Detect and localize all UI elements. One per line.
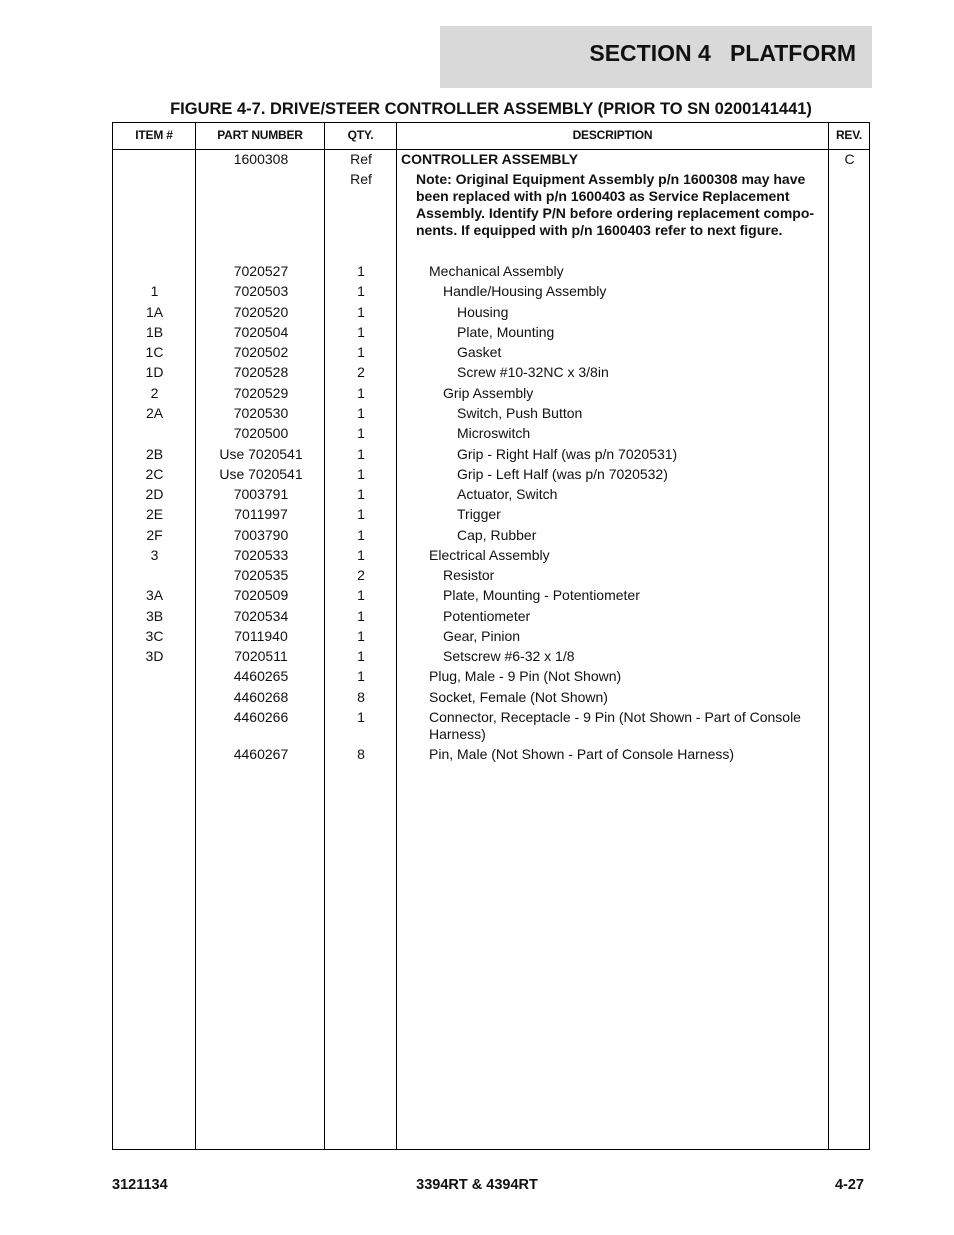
description: Gear, Pinion bbox=[443, 628, 521, 644]
part-number: 7020528 bbox=[233, 364, 289, 380]
description: Grip - Right Half (was p/n 7020531) bbox=[457, 446, 678, 462]
description: Housing bbox=[457, 304, 509, 320]
quantity: 8 bbox=[357, 689, 365, 705]
part-number: 4460268 bbox=[233, 689, 289, 705]
part-number: 7020529 bbox=[233, 385, 289, 401]
item-number: 1C bbox=[145, 344, 164, 360]
description: Trigger bbox=[457, 506, 501, 522]
description: Setscrew #6-32 x 1/8 bbox=[443, 648, 575, 664]
item-number: 1A bbox=[145, 304, 164, 320]
header-part-number: PART NUMBER bbox=[217, 128, 303, 142]
item-number: 2A bbox=[145, 405, 164, 421]
item-number: 1 bbox=[150, 283, 159, 299]
part-number: 7020530 bbox=[233, 405, 289, 421]
item-number: 2D bbox=[145, 486, 164, 502]
description: Switch, Push Button bbox=[457, 405, 583, 421]
part-number: 7020511 bbox=[234, 648, 288, 664]
quantity: 1 bbox=[357, 405, 365, 421]
part-number: 4460265 bbox=[233, 668, 289, 684]
quantity: 1 bbox=[357, 668, 365, 684]
item-number: 2F bbox=[146, 527, 163, 543]
description: Actuator, Switch bbox=[457, 486, 558, 502]
part-number: 4460267 bbox=[233, 746, 289, 762]
item-number: 3 bbox=[150, 547, 159, 563]
part-number: 7020504 bbox=[233, 324, 289, 340]
quantity: 1 bbox=[357, 263, 365, 279]
quantity: Ref bbox=[350, 171, 372, 187]
item-number: 2C bbox=[145, 466, 164, 482]
part-number: 7020527 bbox=[233, 263, 289, 279]
part-number: 7011940 bbox=[234, 628, 288, 644]
quantity: Ref bbox=[350, 151, 372, 167]
page-number: 4-27 bbox=[834, 1177, 864, 1193]
description: Handle/Housing Assembly bbox=[443, 283, 607, 299]
section-banner bbox=[440, 26, 872, 88]
doc-number: 3121134 bbox=[112, 1177, 168, 1193]
column-divider bbox=[396, 123, 397, 1149]
description: Note: Original Equipment Assembly p/n 1600308 may have been replaced with p/n 1600403 as Service Replacement Assembly. Identify P/N before ordering replacement compo-nents. If equipped with p/n 1600403 refer to next figure. bbox=[416, 171, 815, 238]
header-item: ITEM # bbox=[135, 128, 173, 142]
quantity: 1 bbox=[357, 486, 365, 502]
quantity: 1 bbox=[357, 425, 365, 441]
part-number: 1600308 bbox=[233, 151, 289, 167]
description: CONTROLLER ASSEMBLY bbox=[401, 151, 579, 167]
quantity: 1 bbox=[357, 304, 365, 320]
part-number: 7020534 bbox=[233, 608, 289, 624]
quantity: 1 bbox=[357, 709, 365, 725]
quantity: 1 bbox=[357, 283, 365, 299]
part-number: 7020535 bbox=[233, 567, 289, 583]
item-number: 1B bbox=[145, 324, 164, 340]
part-number: 4460266 bbox=[233, 709, 289, 725]
description: Plate, Mounting - Potentiometer bbox=[443, 587, 640, 603]
description: Potentiometer bbox=[443, 608, 531, 624]
quantity: 1 bbox=[357, 587, 365, 603]
quantity: 2 bbox=[357, 567, 365, 583]
description: Plug, Male - 9 Pin (Not Shown) bbox=[429, 668, 622, 684]
header-divider bbox=[113, 149, 869, 150]
item-number: 3C bbox=[145, 628, 164, 644]
item-number: 1D bbox=[145, 364, 164, 380]
item-number: 2 bbox=[150, 385, 159, 401]
description: Screw #10-32NC x 3/8in bbox=[457, 364, 609, 380]
description: Resistor bbox=[443, 567, 495, 583]
quantity: 1 bbox=[357, 506, 365, 522]
description: Mechanical Assembly bbox=[429, 263, 564, 279]
quantity: 1 bbox=[357, 628, 365, 644]
part-number: 7020503 bbox=[233, 283, 289, 299]
item-number: 3D bbox=[145, 648, 164, 664]
quantity: 1 bbox=[357, 324, 365, 340]
parts-table bbox=[112, 122, 870, 1150]
part-number: Use 7020541 bbox=[219, 446, 303, 462]
part-number: 7020500 bbox=[233, 425, 289, 441]
description: Electrical Assembly bbox=[429, 547, 550, 563]
quantity: 1 bbox=[357, 648, 365, 664]
part-number: 7011997 bbox=[234, 506, 288, 522]
quantity: 8 bbox=[357, 746, 365, 762]
header-rev: REV. bbox=[835, 128, 863, 142]
part-number: 7020509 bbox=[233, 587, 289, 603]
quantity: 2 bbox=[357, 364, 365, 380]
figure-title: FIGURE 4-7. DRIVE/STEER CONTROLLER ASSEMBLY (PRIOR TO SN 0200141441) bbox=[170, 100, 812, 118]
section-title: SECTION 4 PLATFORM bbox=[589, 40, 856, 66]
description: Grip Assembly bbox=[443, 385, 534, 401]
description: Gasket bbox=[457, 344, 502, 360]
quantity: 1 bbox=[357, 466, 365, 482]
quantity: 1 bbox=[357, 527, 365, 543]
header-qty: QTY. bbox=[347, 128, 374, 142]
description: Grip - Left Half (was p/n 7020532) bbox=[457, 466, 668, 482]
quantity: 1 bbox=[357, 608, 365, 624]
description: Socket, Female (Not Shown) bbox=[429, 689, 608, 705]
model-numbers: 3394RT & 4394RT bbox=[416, 1177, 538, 1193]
description: Connector, Receptacle - 9 Pin (Not Shown - Part of Console Harness) bbox=[429, 709, 801, 742]
revision: C bbox=[844, 151, 855, 167]
item-number: 2E bbox=[145, 506, 164, 522]
column-divider bbox=[828, 123, 829, 1149]
quantity: 1 bbox=[357, 446, 365, 462]
description: Cap, Rubber bbox=[457, 527, 537, 543]
part-number: 7020502 bbox=[233, 344, 289, 360]
item-number: 2B bbox=[145, 446, 164, 462]
description: Plate, Mounting bbox=[457, 324, 555, 340]
part-number: 7020520 bbox=[233, 304, 289, 320]
item-number: 3A bbox=[145, 587, 164, 603]
part-number: 7020533 bbox=[233, 547, 289, 563]
description: Pin, Male (Not Shown - Part of Console Harness) bbox=[429, 746, 735, 762]
item-number: 3B bbox=[145, 608, 164, 624]
part-number: 7003790 bbox=[233, 527, 289, 543]
part-number: Use 7020541 bbox=[219, 466, 303, 482]
part-number: 7003791 bbox=[233, 486, 289, 502]
header-description: DESCRIPTION bbox=[572, 128, 653, 142]
quantity: 1 bbox=[357, 547, 365, 563]
quantity: 1 bbox=[357, 344, 365, 360]
description: Microswitch bbox=[457, 425, 531, 441]
quantity: 1 bbox=[357, 385, 365, 401]
